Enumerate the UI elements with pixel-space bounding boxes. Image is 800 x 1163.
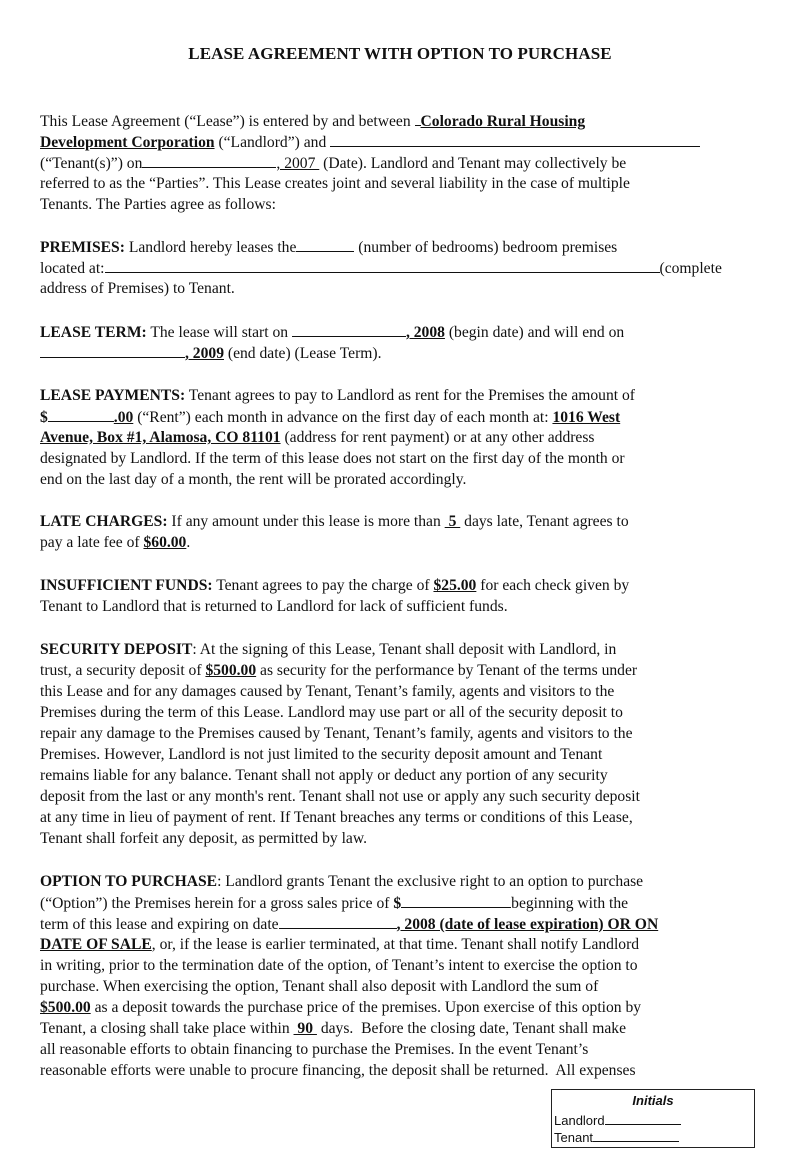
rent-amount-field[interactable] [48,407,114,422]
intro-text: This Lease Agreement (“Lease”) is entered by and between [40,113,415,130]
intro-text: (“Landlord”) and [214,134,331,151]
rent-cents: .00 [113,409,134,426]
late-charges-text: . [186,534,191,551]
expiration-date-field[interactable] [279,914,397,929]
document-title: LEASE AGREEMENT WITH OPTION TO PURCHASE [188,44,612,63]
tenant-initials-field[interactable] [593,1128,679,1142]
intro-text: (“Tenant(s)”) on [40,155,143,172]
security-deposit-line [40,640,616,660]
lease-payments-line: designated by Landlord. If the term of this lease does not start on the first day of the month or [40,450,625,467]
lease-payments-line [40,428,595,448]
premises-line: address of Premises) to Tenant. [40,280,235,297]
insufficient-funds-text: Tenant agrees to pay the charge of [212,577,434,594]
security-deposit-line: repair any damage to the Premises caused by Tenant, Tenant’s family, agents and visitors to the [40,725,633,742]
late-charges-line [40,533,190,553]
landlord-initials-label: Landlord [554,1113,605,1128]
lease-term-line [40,322,624,343]
option-text: : Landlord grants Tenant the exclusive right to an option to purchase [217,873,644,890]
date-of-sale: DATE OF SALE [40,936,152,953]
section-heading: LATE CHARGES: [40,513,168,530]
intro-line: Tenants. The Parties agree as follows: [40,196,276,213]
landlord-initials-row [554,1111,681,1128]
premises-text: Landlord hereby leases the [124,239,297,256]
insufficient-funds-line [40,576,629,596]
option-text: as a deposit towards the purchase price of the premises. Upon exercise of this option by [90,999,642,1016]
option-line [40,914,658,935]
option-line: in writing, prior to the termination date of the option, of Tenant’s intent to exercise the option to [40,957,638,974]
sales-price-field[interactable] [401,893,511,908]
option-line [40,1019,626,1039]
lease-payments-line [40,407,620,428]
premises-text: located at: [40,260,105,277]
option-text: beginning with the [511,895,629,912]
deposit-amount: $500.00 [205,662,257,679]
security-deposit-line: Premises. However, Landlord is not just limited to the security deposit amount and Tenant [40,746,603,763]
premises-line [40,237,617,258]
lease-payments-text: Tenant agrees to pay to Landlord as rent for the Premises the amount of [185,387,635,404]
intro-line: referred to as the “Parties”. This Lease creates joint and several liability in the case of multiple [40,175,630,192]
begin-date-field[interactable] [292,322,406,337]
section-heading: LEASE TERM: [40,324,147,341]
section-heading: OPTION TO PURCHASE [40,873,218,890]
closing-days: 90 [293,1020,317,1037]
security-deposit-text: trust, a security deposit of [40,662,206,679]
option-line [40,935,639,955]
late-charges-text: days late, Tenant agrees to [460,513,629,530]
payment-address: 1016 West [552,409,621,426]
lease-payments-line: end on the last day of a month, the rent will be prorated accordingly. [40,471,467,488]
insufficient-funds-line: Tenant to Landlord that is returned to Landlord for lack of sufficient funds. [40,598,508,615]
premises-line [40,258,722,279]
section-heading: PREMISES: [40,239,125,256]
section-heading: SECURITY DEPOSIT [40,641,193,658]
security-deposit-line: Tenant shall forfeit any deposit, as permitted by law. [40,830,368,847]
payment-address-cont: Avenue, Box #1, Alamosa, CO 81101 [40,429,281,446]
option-line: all reasonable efforts to obtain financing to purchase the Premises. In the event Tenant’s [40,1041,589,1058]
intro-line [40,111,585,132]
lease-payments-line [40,386,635,406]
lease-term-text: (end date) (Lease Term). [223,345,382,362]
lease-year: , 2007 [276,155,320,172]
lease-term-text: The lease will start on [146,324,292,341]
option-deposit-amount: $500.00 [40,999,91,1016]
premises-text: (complete [659,260,722,277]
lease-payments-text: (address for rent payment) or at any other address [280,429,595,446]
end-date-field[interactable] [40,343,185,358]
late-days: 5 [444,513,461,530]
tenant-initials-label: Tenant [554,1130,594,1145]
intro-line [40,153,626,174]
tenant-name-field[interactable] [330,132,700,147]
option-text: days. Before the closing date, Tenant shall make [316,1020,627,1037]
security-deposit-text: as security for the performance by Tenant of the terms under [256,662,638,679]
security-deposit-text: : At the signing of this Lease, Tenant shall deposit with Landlord, in [192,641,617,658]
security-deposit-line: this Lease and for any damages caused by Tenant, Tenant’s family, agents and visitors to the [40,683,615,700]
premises-address-field[interactable] [105,258,660,273]
price-dollar-sign: $ [393,895,402,912]
option-text: Tenant, a closing shall take place within [40,1020,294,1037]
security-deposit-line: remains liable for any balance. Tenant shall not apply or deduct any portion of any security [40,767,608,784]
insufficient-funds-text: for each check given by [476,577,630,594]
security-deposit-line: deposit from the last or any month's rent. Tenant shall not use or apply any such security deposit [40,788,640,805]
section-heading: INSUFFICIENT FUNDS: [40,577,213,594]
option-line [40,998,641,1018]
initials-title: Initials [632,1093,674,1108]
landlord-name: Colorado Rural Housing [420,113,586,130]
lease-date-field[interactable] [142,153,276,168]
landlord-initials-field[interactable] [605,1111,681,1125]
option-text: (“Option”) the Premises herein for a gross sales price of [40,895,394,912]
option-line [40,893,628,914]
security-deposit-line: at any time in lieu of payment of rent. If Tenant breaches any terms or conditions of this Lease, [40,809,633,826]
initials-box [551,1089,755,1148]
tenant-initials-row [554,1128,679,1145]
lease-payments-text: (“Rent”) each month in advance on the first day of each month at: [133,409,553,426]
premises-text: (number of bedrooms) bedroom premises [354,239,618,256]
late-charges-line [40,512,629,532]
option-text: term of this lease and expiring on date [40,916,279,933]
option-line [40,872,643,892]
security-deposit-line: Premises during the term of this Lease. Landlord may use part or all of the security deposit to [40,704,623,721]
nsf-fee: $25.00 [433,577,477,594]
intro-line [40,132,700,153]
bedrooms-field[interactable] [296,237,354,252]
option-line: purchase. When exercising the option, Tenant shall also deposit with Landlord the sum of [40,978,599,995]
lease-term-text: (begin date) and will end on [444,324,625,341]
late-charges-text: pay a late fee of [40,534,144,551]
rent-dollar-sign: $ [40,409,48,426]
landlord-name-cont: Development Corporation [40,134,215,151]
end-year: , 2009 [185,345,224,362]
section-heading: LEASE PAYMENTS: [40,387,186,404]
expiration-text: , 2008 (date of lease expiration) OR ON [396,916,659,933]
lease-term-line [40,343,382,364]
late-fee: $60.00 [143,534,187,551]
intro-text: (Date). Landlord and Tenant may collectively be [319,155,627,172]
option-line: reasonable efforts were unable to procure financing, the deposit shall be returned. All expenses [40,1062,636,1079]
late-charges-text: If any amount under this lease is more than [167,513,445,530]
security-deposit-line [40,661,637,681]
begin-year: , 2008 [405,324,445,341]
option-text: , or, if the lease is earlier terminated, at that time. Tenant shall notify Landlord [151,936,640,953]
